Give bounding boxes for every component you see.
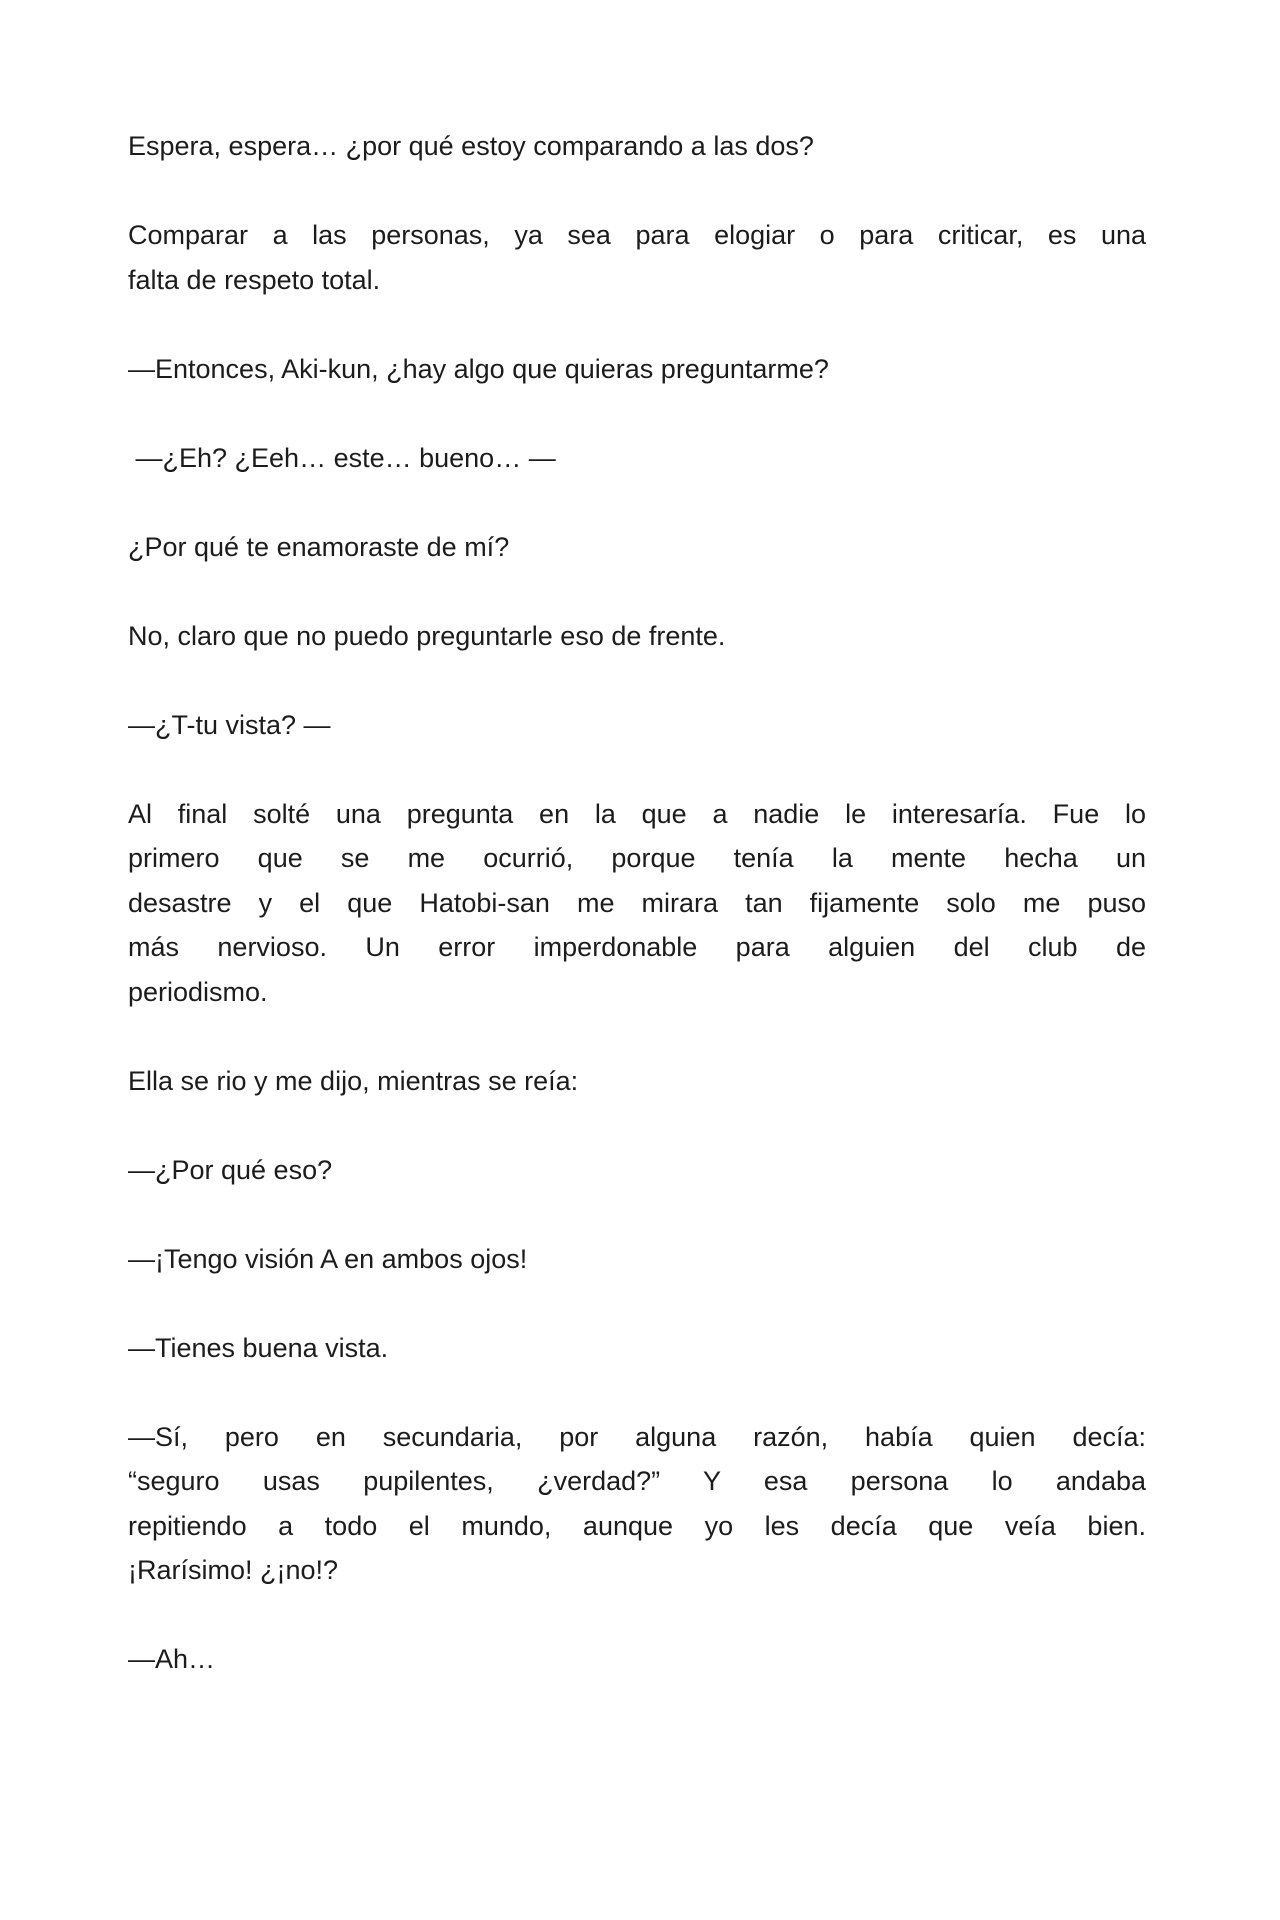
text-line: Ella se rio y me dijo, mientras se reía: [128, 1065, 579, 1096]
text-line: más nervioso. Un error imperdonable para alguien del club de [128, 932, 1146, 962]
text-line: —Sí, pero en secundaria, por alguna razón, había quien decía: [128, 1421, 1146, 1452]
paragraph [128, 347, 1146, 392]
paragraph [128, 1237, 1146, 1282]
paragraph [128, 792, 1146, 1015]
paragraph [128, 124, 1146, 169]
text-line: desastre y el que Hatobi-san me mirara tan fijamente solo me puso [128, 887, 1146, 918]
text-line: Espera, espera… ¿por qué estoy comparando a las dos? [128, 131, 814, 161]
text-line: —¡Tengo visión A en ambos ojos! [128, 1243, 528, 1274]
paragraph [128, 1637, 1146, 1682]
paragraph [128, 614, 1146, 659]
text-line: —¿Eh? ¿Eeh… este… bueno… — [128, 442, 556, 473]
paragraph [128, 525, 1146, 570]
text-line: repitiendo a todo el mundo, aunque yo les decía que veía bien. [128, 1510, 1146, 1541]
paragraph [128, 1148, 1146, 1193]
text-line: primero que se me ocurrió, porque tenía la mente hecha un [128, 843, 1146, 873]
paragraph [128, 213, 1146, 302]
text-line: —Tienes buena vista. [128, 1332, 389, 1363]
document-page [128, 124, 1146, 1726]
paragraph [128, 1415, 1146, 1593]
text-line: Al final solté una pregunta en la que a nadie le interesaría. Fue lo [128, 798, 1146, 829]
text-line: ¿Por qué te enamoraste de mí? [128, 531, 510, 562]
text-line: —Entonces, Aki-kun, ¿hay algo que quieras preguntarme? [128, 353, 829, 384]
text-line: —¿T-tu vista? — [128, 709, 331, 740]
paragraph [128, 436, 1146, 481]
text-line: Comparar a las personas, ya sea para elogiar o para criticar, es una [128, 220, 1146, 250]
text-line: “seguro usas pupilentes, ¿verdad?” Y esa persona lo andaba [128, 1466, 1146, 1496]
paragraph [128, 1326, 1146, 1371]
text-line: —¿Por qué eso? [128, 1154, 333, 1185]
text-line: No, claro que no puedo preguntarle eso de frente. [128, 620, 726, 651]
text-line: —Ah… [128, 1644, 216, 1674]
paragraph [128, 1059, 1146, 1104]
text-line: falta de respeto total. [128, 264, 381, 295]
paragraph [128, 703, 1146, 748]
text-line: periodismo. [128, 976, 268, 1007]
text-line: ¡Rarísimo! ¿¡no!? [128, 1555, 339, 1585]
